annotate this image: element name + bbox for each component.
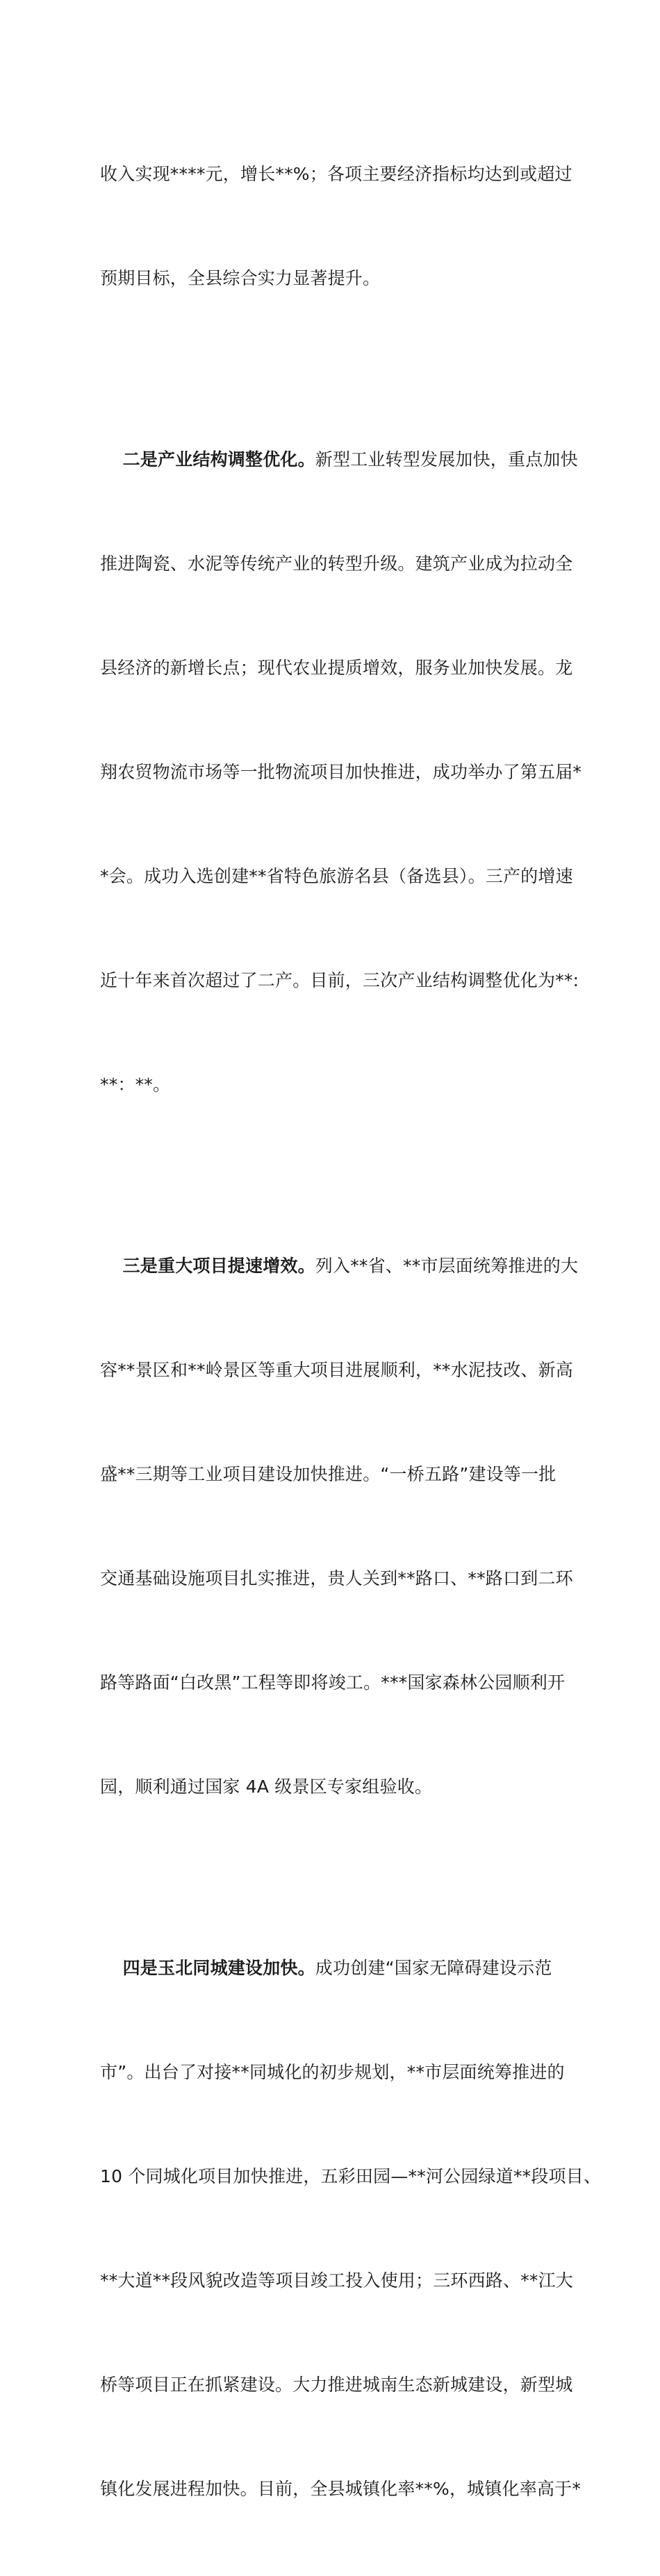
paragraph-city-integration <box>100 1881 602 2576</box>
document-body <box>100 88 602 2576</box>
text-line <box>100 1249 579 1283</box>
text-run: 列入**省、**市层面统筹推进的大 <box>315 1256 579 1276</box>
paragraph-lead-heading: 三是重大项目提速增效。 <box>122 1256 315 1276</box>
text-line: 收入实现****元，增长**%；各项主要经济指标均达到或超过 <box>100 164 572 184</box>
text-line: 推进陶瓷、水泥等传统产业的转型升级。建筑产业成为拉动全 <box>100 554 573 574</box>
text-line: *会。成功入选创建**省特色旅游名县（备选县）。三产的增速 <box>100 866 573 886</box>
paragraph-income-summary <box>100 88 579 365</box>
text-run: 成功创建“国家无障碍建设示范 <box>315 1958 552 1978</box>
paragraph-lead-heading: 四是玉北同城建设加快。 <box>122 1958 315 1978</box>
text-line: **：**。 <box>100 1074 171 1095</box>
paragraph-industry-structure <box>100 373 582 1172</box>
text-line <box>100 442 579 477</box>
text-line: 盛**三期等工业项目建设加快推进。“一桥五路”建设等一批 <box>100 1464 556 1484</box>
text-line: 园，顺利通过国家 4A 级景区专家组验收。 <box>100 1777 433 1797</box>
text-line: 路等路面“白改黑”工程等即将竣工。***国家森林公园顺利开 <box>100 1672 566 1693</box>
text-line: 容**景区和**岭景区等重大项目进展顺利，**水泥技改、新高 <box>100 1360 574 1380</box>
text-line: 交通基础设施项目扎实推进，贵人关到**路口、**路口到二环 <box>100 1568 573 1588</box>
text-run: 新型工业转型发展加快，重点加快 <box>315 449 578 470</box>
text-line: 预期目标，全县综合实力显著提升。 <box>100 268 381 288</box>
paragraph-major-projects <box>100 1179 579 1874</box>
text-line: 镇化发展进程加快。目前，全县城镇化率**%，城镇化率高于* <box>100 2479 581 2499</box>
text-line: 桥等项目正在抓紧建设。大力推进城南生态新城建设，新型城 <box>100 2375 573 2395</box>
text-line: 近十年来首次超过了二产。目前，三次产业结构调整优化为**: <box>100 970 579 990</box>
text-line: 市”。出台了对接**同城化的初步规划，**市层面统筹推进的 <box>100 2062 565 2082</box>
text-line: 县经济的新增长点；现代农业提质增效，服务业加快发展。龙 <box>100 658 573 678</box>
text-line: 10 个同城化项目加快推进，五彩田园—**河公园绿道**段项目、 <box>100 2166 602 2186</box>
text-line: 翔农贸物流市场等一批物流项目加快推进，成功举办了第五届* <box>100 762 582 782</box>
text-line: **大道**段风貌改造等项目竣工投入使用；三环西路、**江大 <box>100 2270 574 2291</box>
paragraph-lead-heading: 二是产业结构调整优化。 <box>122 449 315 470</box>
text-line <box>100 1951 579 1986</box>
